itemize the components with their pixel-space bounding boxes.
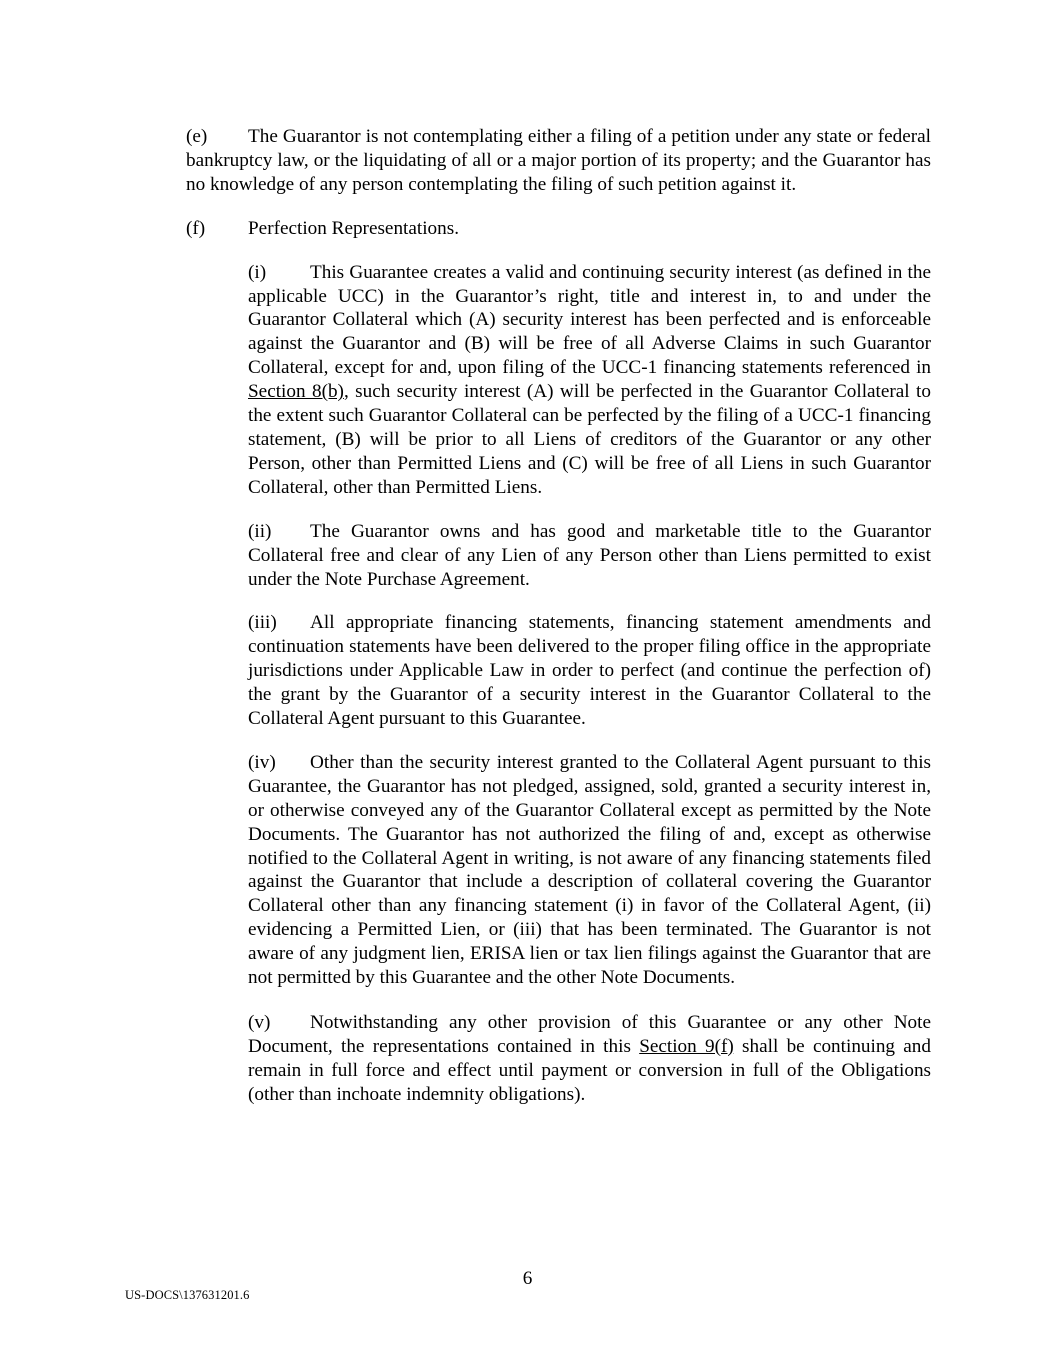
subparagraph-label: (ii) [248,520,272,542]
paragraph-f-heading [186,217,931,241]
document-id: US-DOCS\137631201.6 [125,1288,250,1302]
subparagraph-iv [248,751,931,990]
subparagraph-label: (v) [248,1012,271,1033]
subparagraph-ii [248,520,931,592]
subparagraph-text-part2: , such security interest (A) will be perfected in the Guarantor Collateral to the extent such Guarantor Collateral can be perfected by the filing of a UCC-1 financing statement, (B) will be prior to all Liens of creditors of the Guarantor or any other Person, other than Permitted Liens and (C) will be free of all Liens in such Guarantor Collateral, other than Permitted Liens. [248,381,931,498]
paragraph-label: (f) [186,217,206,239]
subparagraph-text-part1: Notwithstanding any other provision of this Guarantee or any other Note Document, the representations contained in this [248,1012,931,1057]
subparagraph-label: (i) [248,261,267,283]
subparagraph-text: Other than the security interest granted to the Collateral Agent pursuant to this Guarantee, the Guarantor has not pledged, assigned, sold, granted a security interest in, or otherwise conveyed any of the Guarantor Collateral except as permitted by the Note Documents. The Guarantor has not authorized the filing of and, except as otherwise notified to the Collateral Agent in writing, is not aware of any financing statements filed against the Guarantor that include a description of collateral covering the Guarantor Collateral other than any financing statement (i) in favor of the Collateral Agent, (ii) evidencing a Permitted Lien, or (iii) that has been terminated. The Guarantor is not aware of any judgment lien, ERISA lien or tax lien filings against the Guarantor that are not permitted by this Guarantee and the other Note Documents. [248,751,931,989]
subparagraph-text: All appropriate financing statements, financing statement amendments and continuation statements have been delivered to the proper filing office in the appropriate jurisdictions under Applicable Law in order to perfect (and continue the perfection of) the grant by the Guarantor of a security interest in the Guarantor Collateral to the Collateral Agent pursuant to this Guarantee. [248,612,931,730]
subparagraph-v [248,1011,931,1107]
subparagraph-i [248,261,931,500]
cross-reference-link-section-8b[interactable]: Section 8(b) [248,381,344,403]
subparagraph-label: (iv) [248,751,276,773]
paragraph-label: (e) [186,126,208,147]
subparagraph-iii [248,611,931,731]
page-number: 6 [522,1268,533,1289]
subparagraph-text-part1: This Guarantee creates a valid and continuing security interest (as defined in the applicable UCC) in the Guarantor’s right, title and interest in, to and under the Guarantor Collateral which (A) security interest has been perfected and is enforceable against the Guarantor and (B) will be free of all Adverse Claims in such Guarantor Collateral, except for and, upon filing of the UCC-1 financing statements referenced in [248,261,931,379]
paragraph-e [186,125,931,197]
subparagraph-label: (iii) [248,612,277,634]
subparagraph-text: The Guarantor owns and has good and marketable title to the Guarantor Collateral free and clear of any Lien of any Person other than Liens permitted to exist under the Note Purchase Agreement. [248,520,931,590]
document-body [186,125,931,1127]
paragraph-text: The Guarantor is not contemplating either a filing of a petition under any state or federal bankruptcy law, or the liquidating of all or a major portion of its property; and the Guarantor has no knowledge of any person contemplating the filing of such petition against it. [186,126,931,195]
cross-reference-link-section-9f[interactable]: Section 9(f) [639,1035,734,1057]
section-heading: Perfection Representations. [248,217,459,239]
subparagraph-text-part2: shall be continuing and remain in full force and effect until payment or conversion in full of the Obligations (other than inchoate indemnity obligations). [248,1035,931,1105]
